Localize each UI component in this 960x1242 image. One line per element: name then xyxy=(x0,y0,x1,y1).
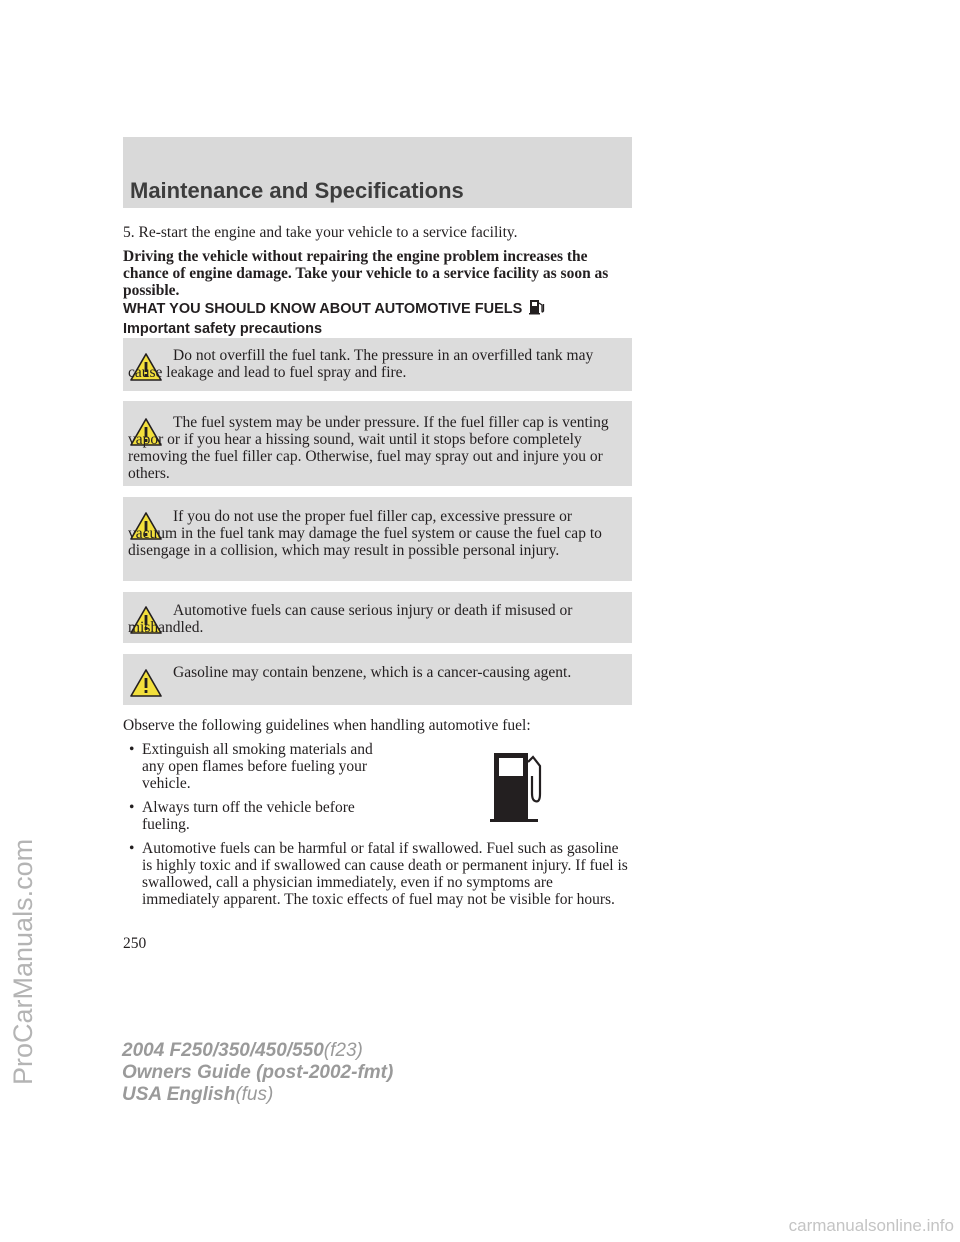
warning-box-3 xyxy=(123,497,632,581)
warning-text-5: Gasoline may contain benzene, which is a cancer-causing agent. xyxy=(173,664,572,681)
guidelines-intro: Observe the following guidelines when handling automotive fuel: xyxy=(123,717,531,734)
list-item: • Always turn off the vehicle before fueling. xyxy=(129,799,355,833)
guidelines-list xyxy=(123,741,632,908)
warning-text-4: Automotive fuels can cause serious injury or death if misused or mishandled. xyxy=(128,602,573,636)
fuels-heading xyxy=(123,296,547,318)
bottom-watermark: carmanualsonline.info xyxy=(788,1216,954,1235)
warning-text-2: The fuel system may be under pressure. If the fuel filler cap is venting vapor or if you hear a hissing sound, wait until it stops before completely removing the fuel filler cap. Otherwise, fuel may spray out and injure you or others. xyxy=(128,414,609,482)
fuel-pump-icon xyxy=(527,296,547,316)
warning-box-1 xyxy=(123,338,632,391)
list-item: • Extinguish all smoking materials and any open flames before fueling your vehicle. xyxy=(129,741,373,792)
warning-text-3: If you do not use the proper fuel filler cap, excessive pressure or vacuum in the fuel tank may damage the fuel system or cause the fuel cap to disengage in a collision, which may result in possible personal injury. xyxy=(128,508,602,559)
safety-subheading: Important safety precautions xyxy=(123,321,323,337)
list-item: • Automotive fuels can be harmful or fatal if swallowed. Fuel such as gasoline is highly toxic and if swallowed can cause death or permanent injury. If fuel is swallowed, call a physician immediately, even if no symptoms are immediately apparent. The toxic effects of fuel may not be visible for hours. xyxy=(129,840,628,908)
warning-box-5 xyxy=(123,654,632,705)
footer-line-3: USA English(fus) xyxy=(122,1084,274,1105)
bold-warning-text: Driving the vehicle without repairing the engine problem increases the chance of engine damage. Take your vehicle to a service facility as soon as possible. xyxy=(123,248,609,299)
footer-line-2: Owners Guide (post-2002-fmt) xyxy=(122,1062,394,1083)
warning-box-2 xyxy=(123,401,632,486)
side-watermark: ProCarManuals.com xyxy=(8,838,38,1085)
section-title: Maintenance and Specifications xyxy=(130,178,464,203)
warning-text-1: Do not overfill the fuel tank. The pressure in an overfilled tank may cause leakage and lead to fuel spray and fire. xyxy=(128,347,594,381)
warning-box-4 xyxy=(123,592,632,643)
footer-line-1: 2004 F250/350/450/550(f23) xyxy=(122,1040,363,1061)
step-5-text: 5. Re-start the engine and take your vehicle to a service facility. xyxy=(123,224,518,241)
fuels-heading-text: WHAT YOU SHOULD KNOW ABOUT AUTOMOTIVE FUELS xyxy=(123,301,523,317)
page-number: 250 xyxy=(123,935,147,952)
fuel-pump-illustration xyxy=(488,748,544,826)
